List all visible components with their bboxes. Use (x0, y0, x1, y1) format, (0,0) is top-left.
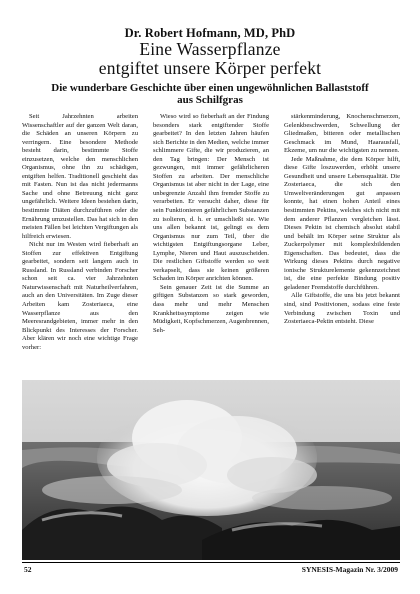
paragraph: Nicht nur im Westen wird fieberhaft an Stoffen zur effektiven Entgiftung gearbeitet, sondern seit langem auch in Russland. In Russland verbinden Forscher schon seit ca. vier Jahrzehnten Naturwissenschaft mit Naturheilverfahren, auch an den Universitäten. Im Zuge dieser Arbeiten kam Zosteriaeca, eine Wasserpflanze aus den Meeresrandgebieten, immer mehr in den Blickpunkt des Interesses der Forscher. Aber klären wir noch eine wichtige Frage vorher: (22, 241, 138, 351)
text-column-1 (22, 113, 138, 371)
text-column-2 (153, 113, 269, 371)
page-number: 52 (24, 565, 32, 574)
article-subtitle (40, 82, 380, 106)
paragraph: Wieso wird so fieberhaft an der Findung besonders stark entgiftender Stoffe gearbeitet? In den letzten Jahren häufen sich Berichte in den Medien, welche immer schlimmere Gifte, die wir produzieren, an den Tag bringen: Der Mensch ist gezwungen, mit immer gefährlicheren Stoffen zu arbeiten. Der menschliche Organismus ist aber nicht in der Lage, eine unbegrenzte Anzahl ihm fremder Stoffe zu verarbeiten. Er versucht daher, diese für sein Funktionieren gefährlichen Substanzen zu isolieren, d. h. er umschließt sie. Wie uns allen bekannt ist, gelingt es dem Organismus nur zum Teil, über die wichtigsten Entgiftungsorgane Leber, Lymphe, Nieren und Haut auszuscheiden. Die restlichen Giftstoffe werden so weit verkapselt, dass sie keinen größeren Schaden im Körper anrichten können. (153, 113, 269, 283)
text-column-3 (284, 113, 400, 371)
wave-photo-icon (22, 380, 400, 560)
ocean-wave-photo (22, 380, 400, 560)
article-body (22, 113, 400, 371)
paragraph: stärkenminderung, Knochenschmerzen, Gelenkbeschwerden, Schwellung der Gliedmaßen, bitteren oder metallischen Geschmack im Mund, Haarausfall, Ekzeme, um nur die wichtigsten zu nennen. (284, 113, 400, 155)
author-name: Dr. Robert Hofmann, MD, PhD (124, 26, 296, 40)
title-line-2: entgiftet unsere Körper perfekt (98, 58, 322, 78)
magazine-name: SYNESIS-Magazin Nr. 3/2009 (301, 565, 398, 574)
subtitle-line-2: aus Schilfgras (177, 94, 243, 106)
paragraph: Sein genauer Zeit ist die Summe an giftigen Substanzen so stark geworden, dass mehr und mehr Menschen Krankheitssymptome zeigen wie Müdigkeit, Kopfschmerzen, Augenbrennen, Seh- (153, 283, 269, 334)
article-title (0, 40, 420, 78)
paragraph: Jede Maßnahme, die dem Körper hilft, diese Gifte loszuwerden, erhöht unsere Gesundheit und unsere Lebensqualität. Die Zosteriaeca, die sich den Umweltveränderungen gut anpassen konnte, hat einen hohen Anteil eines bestimmten Pektins, welches sich nicht mit dem anderer Pflanzen vergleichen lässt. Dieses Pektin ist chemisch absolut stabil und behält im Körper seine Struktur als Zuckerpolymer mit komplexbildenden Eigenschaften. Das bedeutet, dass die Wirkung dieses Pektins durch negative ionische Strukturelemente gekennzeichnet ist, die eine perfekte Bindung positiv geladener Fremdstoffe durchführen. (284, 155, 400, 291)
page-footer (22, 562, 400, 575)
paragraph: Seit Jahrzehnten arbeiten Wissenschaftler auf der ganzen Welt daran, die Schäden an unseren Körpern zu verringern. Eine besondere Methode besteht darin, bestimmte Stoffe einzusetzen, welche den menschlichen Organismus, ohne ihn zu schädigen, entgiften helfen. Traditionell geschieht das mit Fasten. Nun ist das nicht jedermanns Sache und ohne Betreuung nicht ganz ungefährlich. Weitere Ideen bestehen darin, bestimmte Diäten durchzuführen oder die Ernährung umzustellen. Das hat sich in den meisten Fällen bei leichten Vergiftungen als hilfreich erwiesen. (22, 113, 138, 240)
paragraph: Alle Giftstoffe, die uns bis jetzt bekannt sind, sind Positivionen, sodass eine feste Verbindung zwischen Toxin und Zosteriaeca-Pektin entsteht. Diese (284, 292, 400, 326)
title-line-1: Eine Wasserpflanze (139, 39, 281, 59)
subtitle-line-1: Die wunderbare Geschichte über einen ungewöhnlichen Ballaststoff (51, 82, 369, 94)
